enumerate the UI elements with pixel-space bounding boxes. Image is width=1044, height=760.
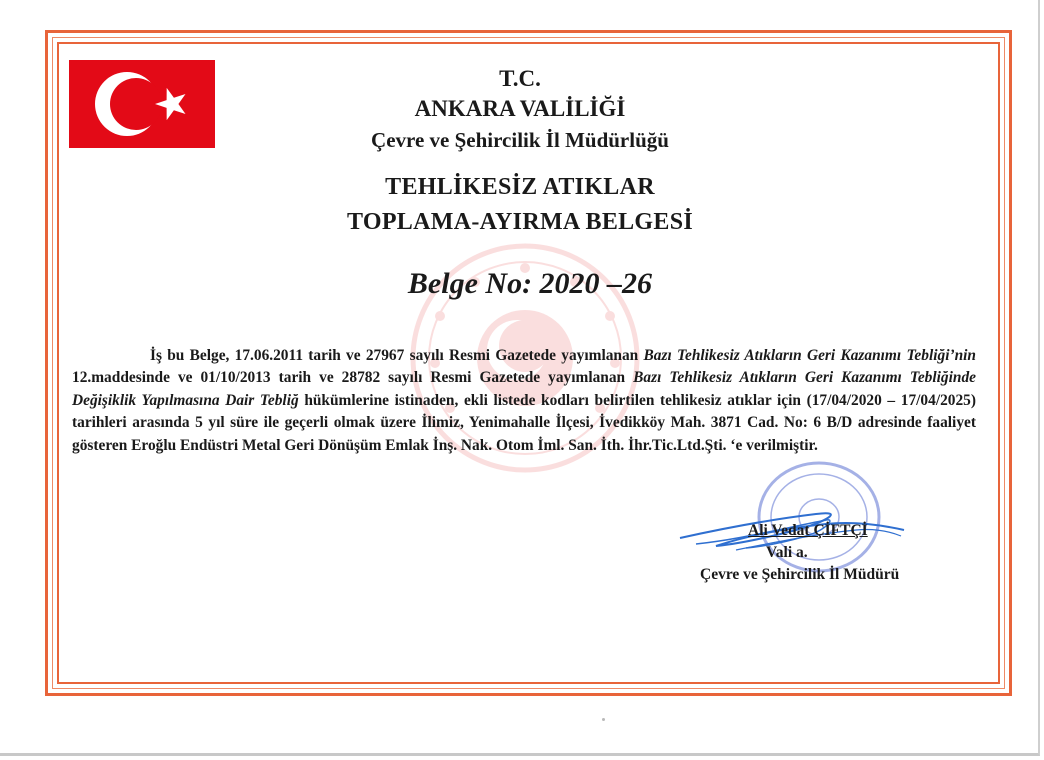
certificate-number: Belge No: 2020 –26 <box>407 267 653 300</box>
certificate-body <box>72 345 976 457</box>
regulation-name-1: Bazı Tehlikesiz Atıkların Geri Kazanımı Tebliği’nin <box>643 347 976 364</box>
document-title-line2: TOPLAMA-AYIRMA BELGESİ <box>347 209 693 235</box>
signatory-title-line1: Vali a. <box>766 544 808 561</box>
header-directorate: Çevre ve Şehircilik İl Müdürlüğü <box>371 128 669 152</box>
signatory-title-line2: Çevre ve Şehircilik İl Müdürü <box>700 566 900 583</box>
signatory-name: Ali Vedat ÇİFTÇİ <box>748 522 868 539</box>
body-text-part3: hükümlerine istinaden, ekli listede kodları belirtilen tehlikesiz atıklar için (17/04/2020 – 17/04/2025) tarihleri arasında 5 yıl süre ile geçerli olmak üzere İlimiz, Yenimahalle İlçesi, İvedikköy Mah. 3871 Cad. No: 6 B/D adresinde faaliyet gösteren Eroğlu Endüstri Metal Geri Dönüşüm Emlak İnş. Nak. Otom İml. San. İth. İhr.Tic.Ltd.Şti. ‘e verilmiştir. <box>72 391 976 454</box>
turkish-flag-icon <box>69 60 215 148</box>
regulation-name-2: Bazı Tehlikesiz Atıkların Geri Kazanımı Tebliğinde Değişiklik Yapılmasına Dair Tebliğ <box>72 369 976 409</box>
body-text-part1: İş bu Belge, 17.06.2011 tarih ve 27967 sayılı Resmi Gazetede yayımlanan <box>150 347 644 364</box>
body-text-part2: 12.maddesinde ve 01/10/2013 tarih ve 28782 sayılı Resmi Gazetede yayımlanan <box>72 369 634 387</box>
document-title-line1: TEHLİKESİZ ATIKLAR <box>385 174 655 200</box>
scan-speck <box>602 718 605 721</box>
header-governorship: ANKARA VALİLİĞİ <box>414 96 626 121</box>
header-tc: T.C. <box>499 66 541 91</box>
